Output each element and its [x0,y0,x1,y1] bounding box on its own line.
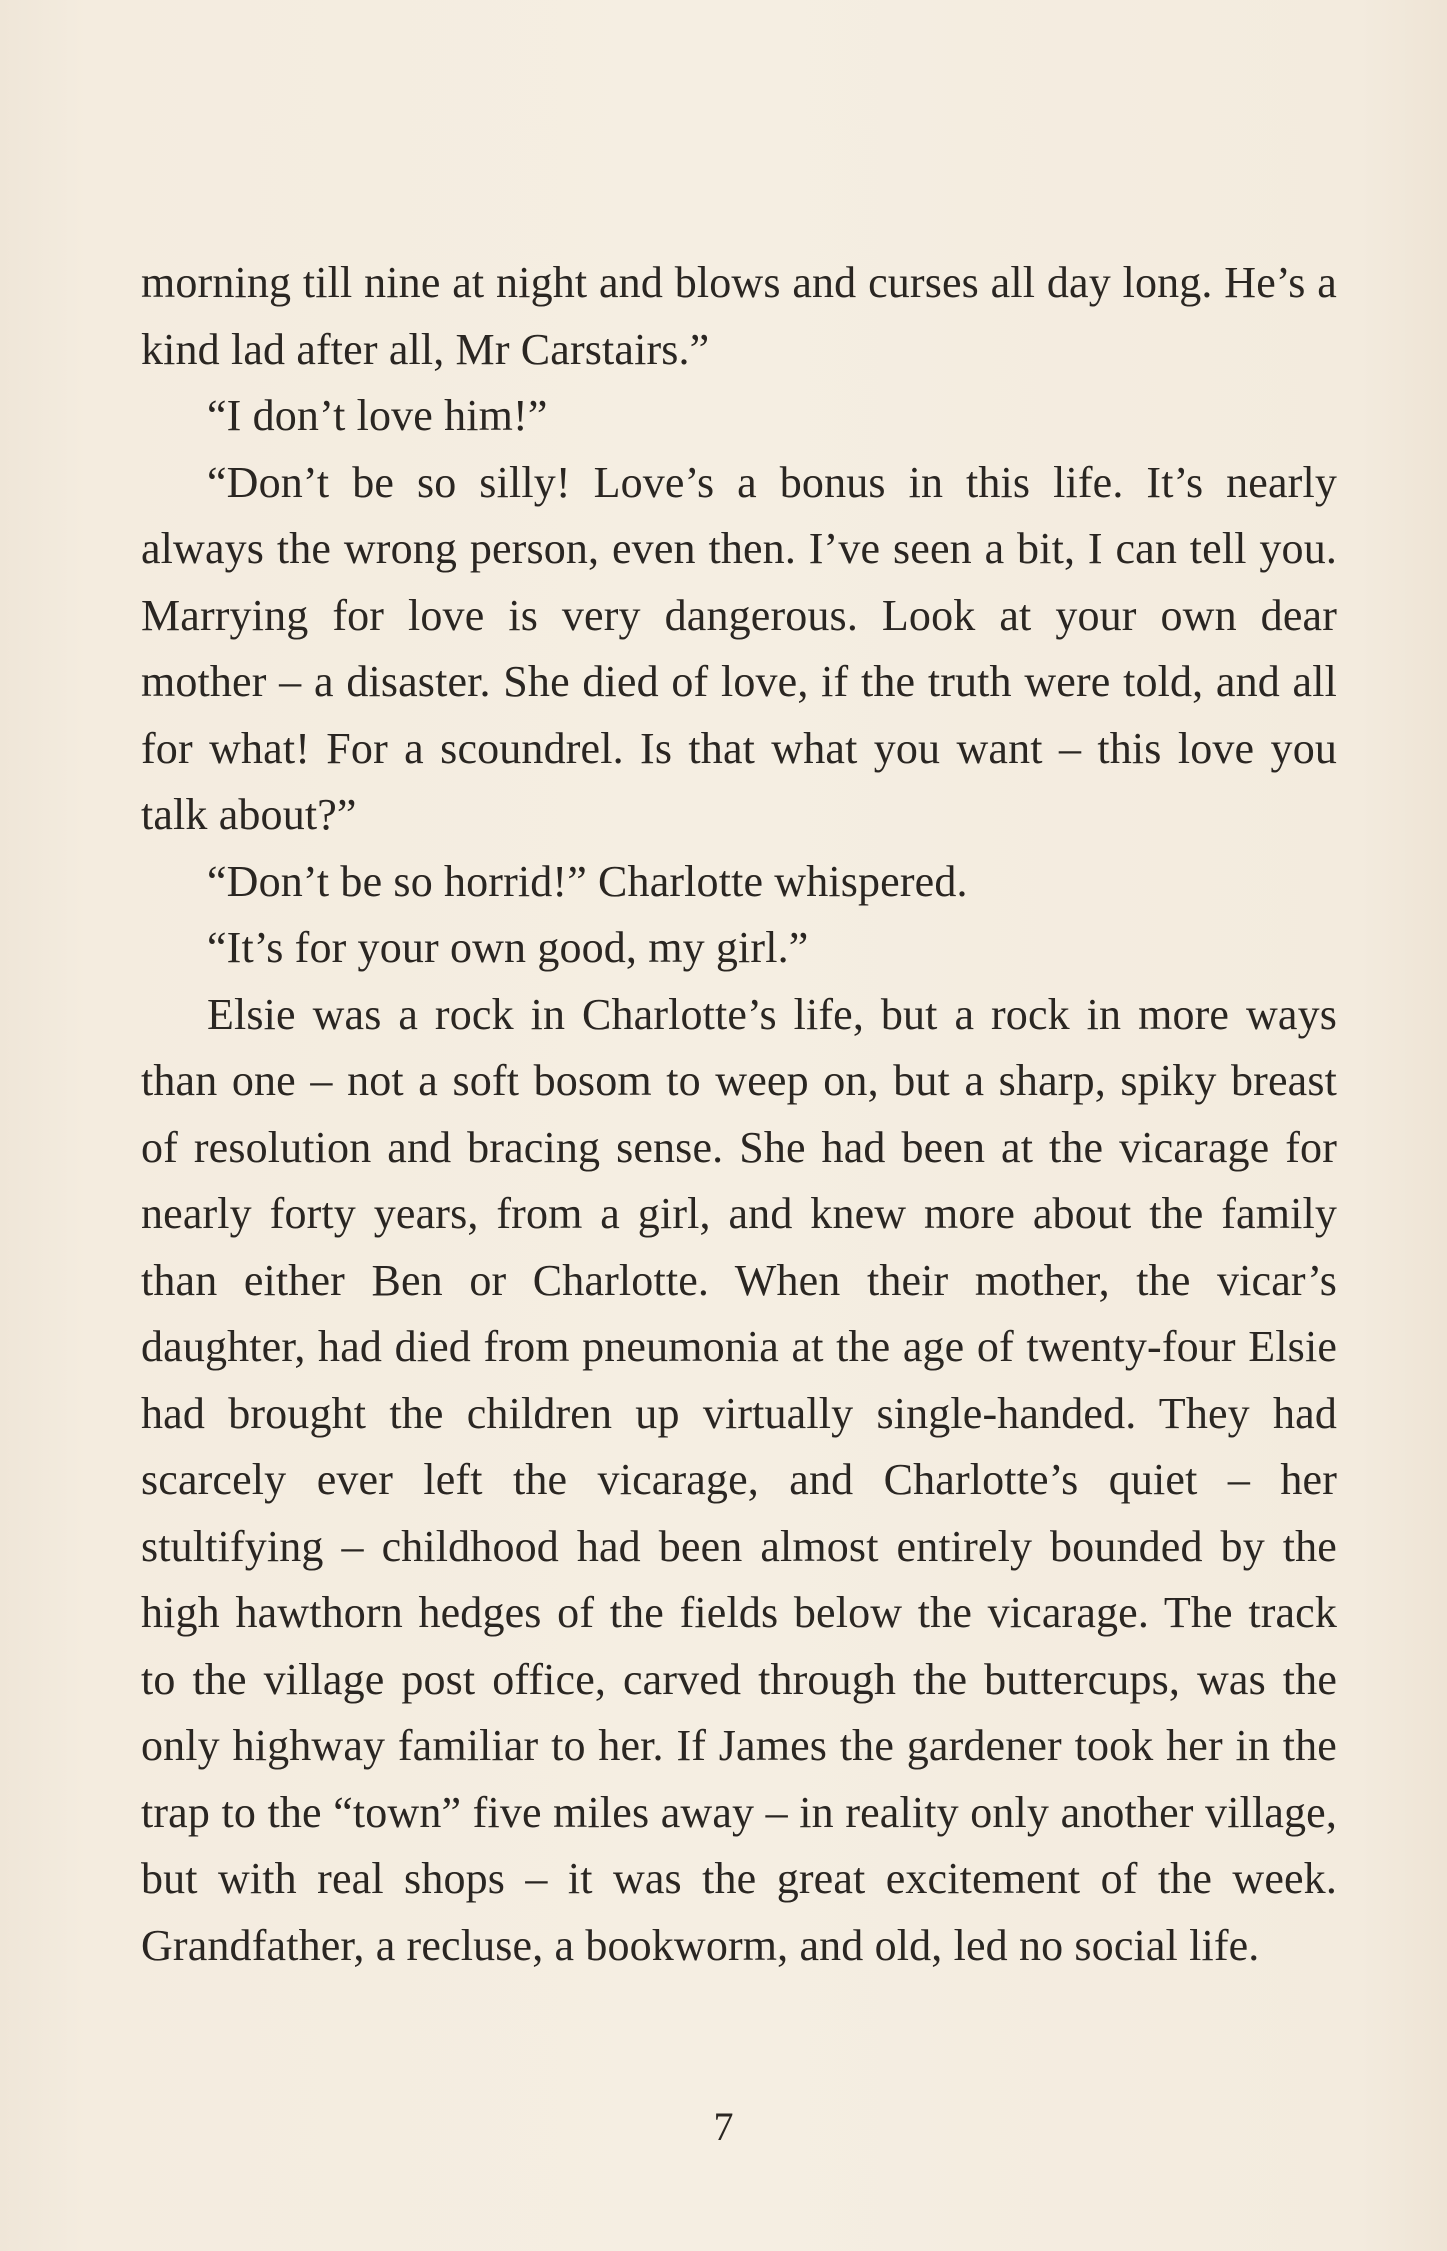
page-number: 7 [713,2104,734,2149]
paragraph: “Don’t be so silly! Love’s a bonus in this life. It’s nearly always the wrong person, even then. I’ve seen a bit, I can tell you. Marrying for love is very dangerous. Look at your own dear mother – a disaster. She died of love, if the truth were told, and all for what! For a scoundrel. Is that what you want – this love you talk about?” [141,457,1337,839]
paragraph: “It’s for your own good, my girl.” [207,923,809,972]
paragraph: “I don’t love him!” [207,391,548,440]
paragraph: morning till nine at night and blows and curses all day long. He’s a kind lad after all, Mr Carstairs.” [141,258,1337,374]
body-text [141,250,1337,1979]
paragraph: Elsie was a rock in Charlotte’s life, but a rock in more ways than one – not a soft bosom to weep on, but a sharp, spiky breast of resolution and bracing sense. She had been at the vicarage for nearly forty years, from a girl, and knew more about the family than either Ben or Charlotte. When their mother, the vicar’s daughter, had died from pneumonia at the age of twenty-four Elsie had brought the children up virtually single-handed. They had scarcely ever left the vicarage, and Charlotte’s quiet – her stultifying – childhood had been almost entirely bounded by the high hawthorn hedges of the fields below the vicarage. The track to the village post office, carved through the buttercups, was the only highway familiar to her. If James the gardener took her in the trap to the “town” five miles away – in reality only another village, but with real shops – it was the great excitement of the week. Grandfather, a recluse, a bookworm, and old, led no social life. [141,989,1337,1970]
paragraph: “Don’t be so horrid!” Charlotte whispered. [207,856,968,906]
